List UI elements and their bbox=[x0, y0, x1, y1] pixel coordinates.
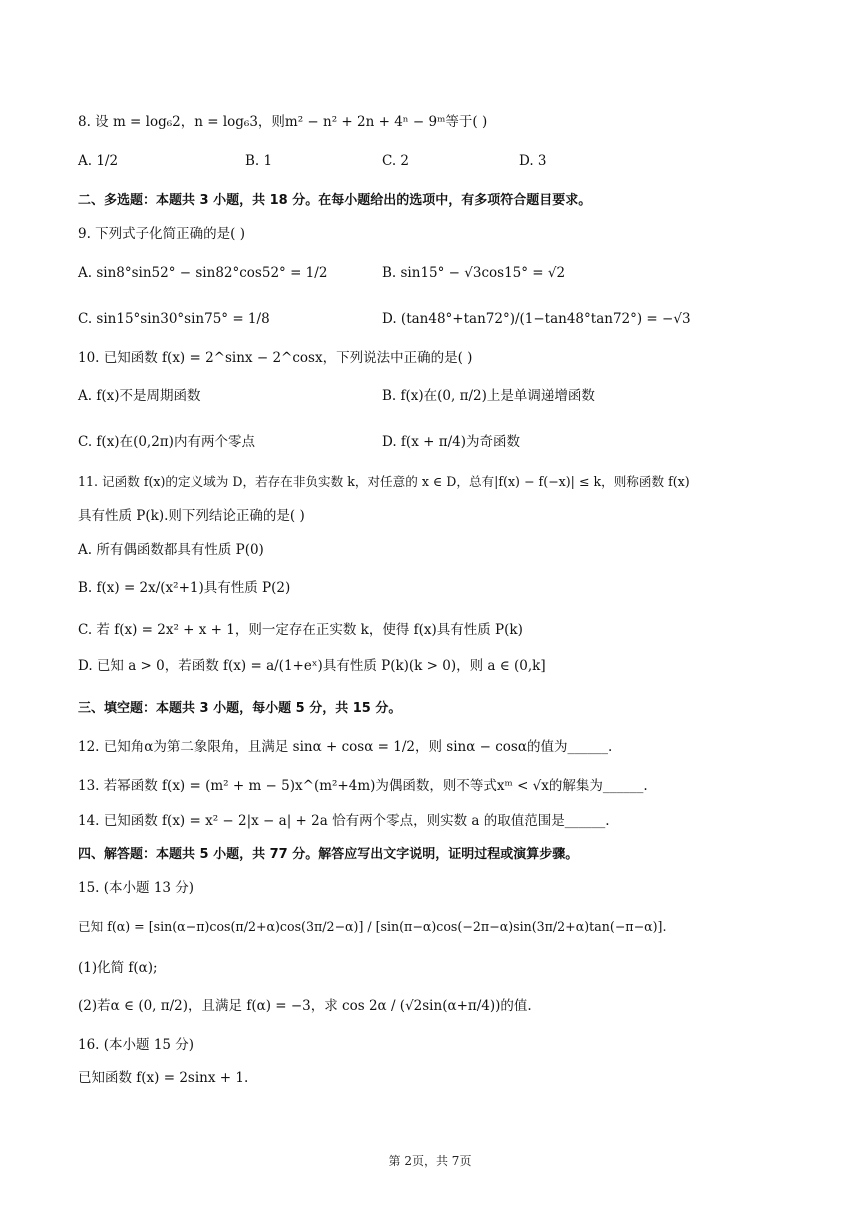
q16-heading: 16. (本小题 15 分) bbox=[78, 1037, 195, 1053]
q11-option-a: A. 所有偶函数都具有性质 P(0) bbox=[78, 542, 264, 558]
q11-stem-line2: 具有性质 P(k).则下列结论正确的是( ) bbox=[78, 508, 305, 524]
q9-option-d: D. (tan48°+tan72°)/(1−tan48°tan72°) = −√3 bbox=[382, 311, 691, 327]
q9-option-a: A. sin8°sin52° − sin82°cos52° = 1/2 bbox=[78, 265, 328, 281]
q15-given: 已知 f(α) = [sin(α−π)cos(π/2+α)cos(3π/2−α)] / [sin(π−α)cos(−2π−α)sin(3π/2+α)tan(−π−α)]. bbox=[78, 919, 667, 934]
q11-stem-line1: 11. 记函数 f(x)的定义域为 D，若存在非负实数 k，对任意的 x ∈ D，总有|f(x) − f(−x)| ≤ k，则称函数 f(x) bbox=[78, 474, 690, 489]
q10-option-b: B. f(x)在(0, π/2)上是单调递增函数 bbox=[382, 388, 595, 404]
q8-option-c: C. 2 bbox=[382, 153, 410, 169]
section-fill-in: 三、填空题：本题共 3 小题，每小题 5 分，共 15 分。 bbox=[78, 701, 402, 716]
q8-option-a: A. 1/2 bbox=[78, 153, 119, 169]
q9-option-c: C. sin15°sin30°sin75° = 1/8 bbox=[78, 311, 270, 327]
section-solutions: 四、解答题：本题共 5 小题，共 77 分。解答应写出文字说明，证明过程或演算步骤。 bbox=[78, 847, 579, 862]
q13: 13. 若幂函数 f(x) = (m² + m − 5)x^(m²+4m)为偶函数，则不等式xᵐ < √x的解集为______. bbox=[78, 778, 648, 794]
q11-option-b: B. f(x) = 2x/(x²+1)具有性质 P(2) bbox=[78, 580, 291, 596]
q9-option-b: B. sin15° − √3cos15° = √2 bbox=[382, 265, 566, 281]
page-footer: 第 2页，共 7页 bbox=[388, 1154, 472, 1168]
q10-option-a: A. f(x)不是周期函数 bbox=[78, 388, 201, 404]
q12: 12. 已知角α为第二象限角，且满足 sinα + cosα = 1/2，则 sinα − cosα的值为______. bbox=[78, 739, 613, 755]
q10-option-c: C. f(x)在(0,2π)内有两个零点 bbox=[78, 434, 255, 450]
q10-stem: 10. 已知函数 f(x) = 2^sinx − 2^cosx，下列说法中正确的是( ) bbox=[78, 350, 473, 366]
q16-given: 已知函数 f(x) = 2sinx + 1. bbox=[78, 1070, 249, 1086]
q10-option-d: D. f(x + π/4)为奇函数 bbox=[382, 434, 520, 450]
q15-part2: (2)若α ∈ (0, π/2)，且满足 f(α) = −3，求 cos 2α / (√2sin(α+π/4))的值. bbox=[78, 998, 532, 1014]
q9-stem: 9. 下列式子化简正确的是( ) bbox=[78, 226, 245, 242]
q15-part1: (1)化简 f(α); bbox=[78, 960, 158, 976]
q14: 14. 已知函数 f(x) = x² − 2|x − a| + 2a 恰有两个零点，则实数 a 的取值范围是______. bbox=[78, 813, 610, 829]
q8-option-d: D. 3 bbox=[519, 153, 547, 169]
section-multiple-choice: 二、多选题：本题共 3 小题，共 18 分。在每小题给出的选项中，有多项符合题目要求。 bbox=[78, 193, 592, 208]
q15-heading: 15. (本小题 13 分) bbox=[78, 880, 195, 896]
q8-stem: 8. 设 m = log₆2，n = log₆3，则m² − n² + 2n + 4ⁿ − 9ᵐ等于( ) bbox=[78, 114, 488, 130]
q8-option-b: B. 1 bbox=[245, 153, 273, 169]
q11-option-c: C. 若 f(x) = 2x² + x + 1，则一定存在正实数 k，使得 f(x)具有性质 P(k) bbox=[78, 622, 523, 638]
q11-option-d: D. 已知 a > 0，若函数 f(x) = a/(1+eˣ)具有性质 P(k)(k > 0)，则 a ∈ (0,k] bbox=[78, 658, 546, 674]
